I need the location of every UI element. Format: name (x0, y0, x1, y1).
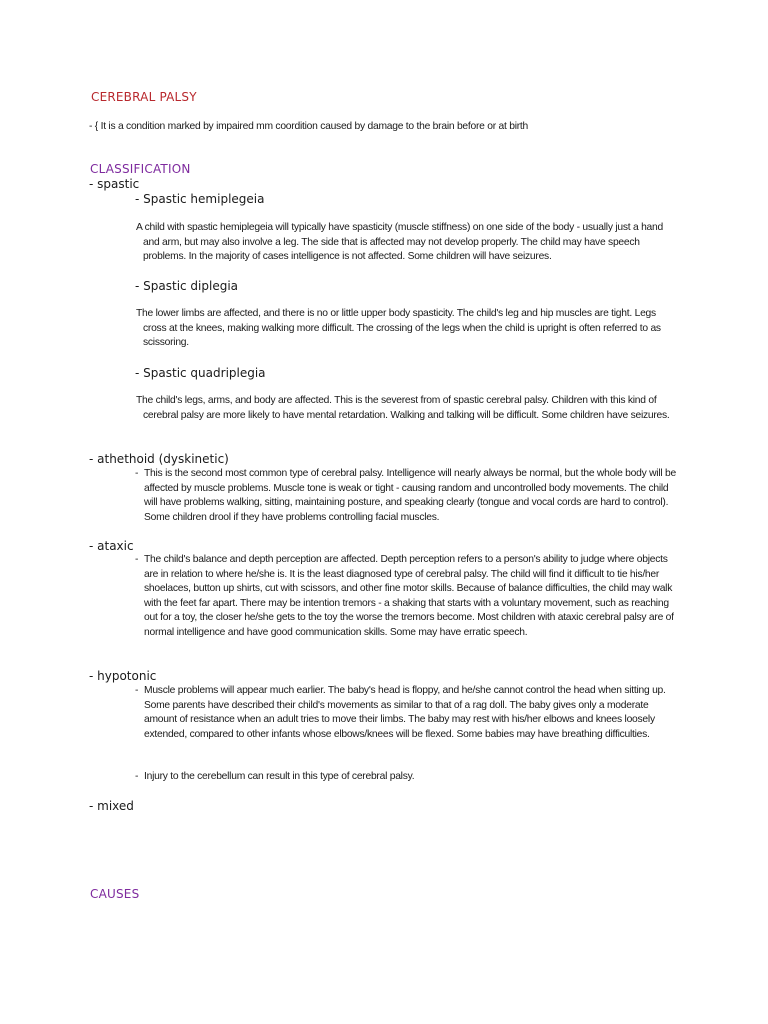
category-mixed: - mixed (89, 799, 134, 813)
subtype-quadriplegia-label: - Spastic quadriplegia (135, 366, 266, 380)
category-spastic: - spastic (89, 177, 140, 191)
classification-heading: CLASSIFICATION (90, 162, 191, 176)
subtype-hemiplegeia-text: A child with spastic hemiplegeia will typically have spasticity (muscle stiffness) on one side of the body - usually just a hand and arm, but may also involve a leg. The side that is affected may not develop properly. The child may have speech problems. In the majority of cases intelligence is not affected. Some children will have seizures. (136, 222, 663, 263)
ataxic-text: The child's balance and depth perception are affected. Depth perception refers to a person's ability to judge where objects are in relation to where he/she is. It is the least diagnosed type of cerebral palsy. The child will find it difficult to tie his/her shoelaces, button up shirts, cut with scissors, and other fine motor skills. Because of balance difficulties, the child may walk with the feet far apart. There may be intention tremors - a shaking that starts with a voluntary movement, such as reaching out for a toy, the closer he/she gets to the toy the worse the tremors become. Most children with ataxic cerebral palsy are of normal intelligence and have good communication skills. Some may have erratic speech. (144, 554, 674, 638)
category-athethoid: - athethoid (dyskinetic) (89, 452, 229, 466)
subtype-hemiplegeia-label: - Spastic hemiplegeia (135, 192, 265, 206)
hypotonic-text-2: Injury to the cerebellum can result in this type of cerebral palsy. (144, 771, 415, 782)
causes-heading: CAUSES (90, 887, 140, 901)
subtype-diplegia-text: The lower limbs are affected, and there is no or little upper body spasticity. The child's leg and hip muscles are tight. Legs cross at the knees, making walking more difficult. The crossing of the legs when the child is upright is often referred to as scissoring. (136, 308, 661, 349)
category-hypotonic: - hypotonic (89, 669, 157, 683)
intro-text: - { It is a condition marked by impaired mm coordition caused by damage to the brain before or at birth (89, 121, 528, 132)
subtype-diplegia-label: - Spastic diplegia (135, 279, 239, 293)
bullet-dash: - (135, 771, 139, 782)
hypotonic-text-1: Muscle problems will appear much earlier. The baby's head is floppy, and he/she cannot control the head when sitting up. Some parents have described their child's movements as similar to that of a rag doll. The baby gives only a moderate amount of resistance when an adult tries to move their limbs. The baby may rest with his/her elbows and knees loosely extended, compared to other infants whose elbows/knees will be flexed. Some babies may have breathing difficulties. (144, 685, 666, 740)
athethoid-text: This is the second most common type of cerebral palsy. Intelligence will nearly always be normal, but the whole body will be affected by muscle problems. Muscle tone is weak or tight - causing random and uncontrolled body movements. The child will have problems walking, sitting, maintaining posture, and speaking clearly (tongue and vocal cords are hard to control). Some children drool if they have problems controlling facial muscles. (144, 468, 676, 523)
category-ataxic: - ataxic (89, 539, 134, 553)
page-title: CEREBRAL PALSY (91, 90, 197, 104)
bullet-dash: - (135, 468, 139, 479)
bullet-dash: - (135, 554, 139, 565)
bullet-dash: - (135, 685, 139, 696)
subtype-quadriplegia-text: The child's legs, arms, and body are affected. This is the severest from of spastic cerebral palsy. Children with this kind of cerebral palsy are more likely to have mental retardation. Walking and talking will be difficult. Some children have seizures. (136, 395, 670, 421)
